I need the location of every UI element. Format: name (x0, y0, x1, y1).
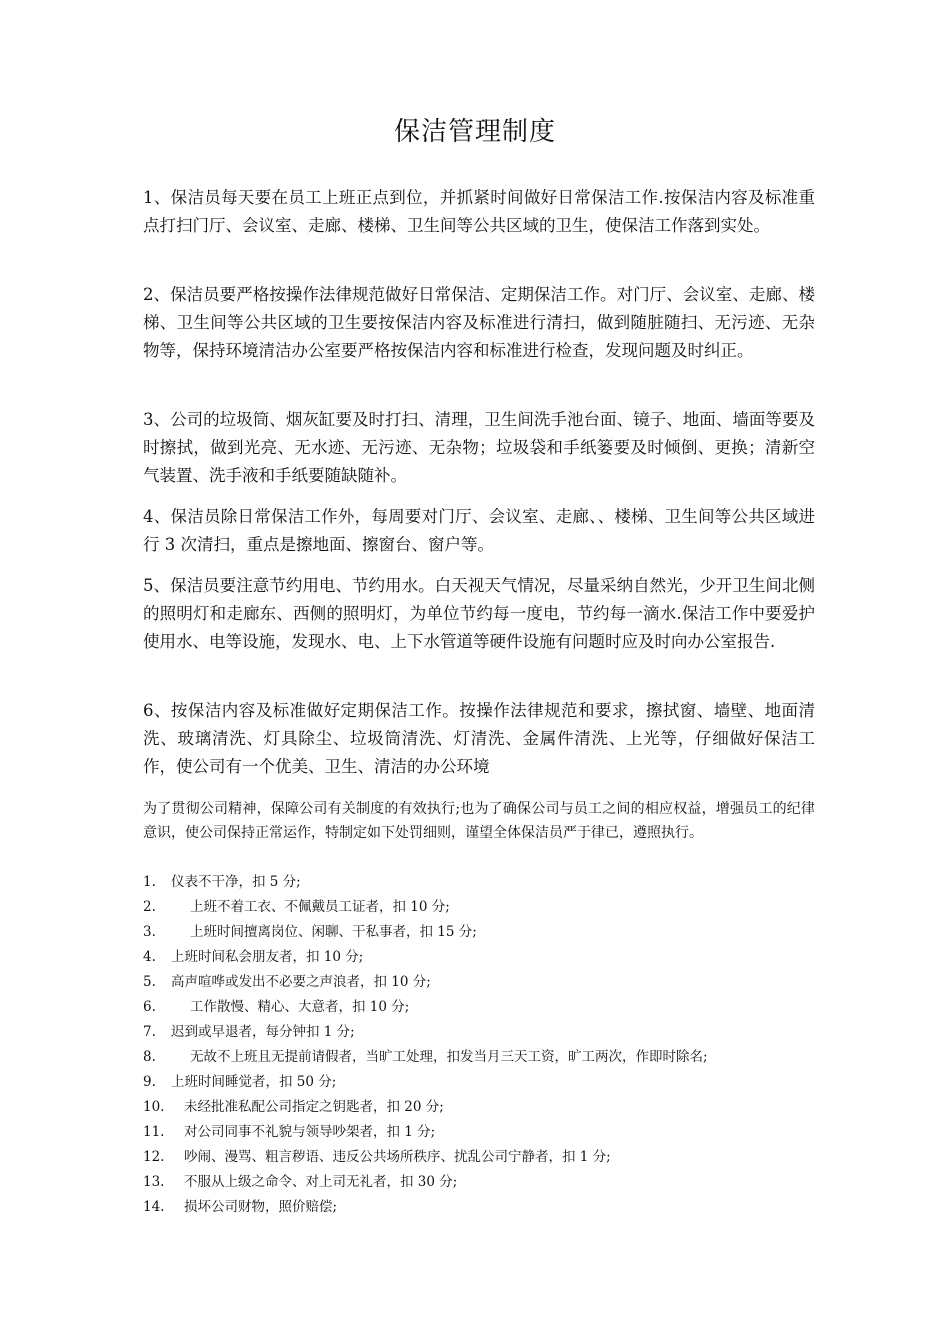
paragraph-1: 1、保洁员每天要在员工上班正点到位，并抓紧时间做好日常保洁工作.按保洁内容及标准重点打扫门厅、会议室、走廊、楼梯、卫生间等公共区域的卫生，使保洁工作落到实处。 (143, 188, 815, 235)
paragraph-6: 6、按保洁内容及标准做好定期保洁工作。按操作法律规范和要求，擦拭窗、墙壁、地面清洗、玻璃清洗、灯具除尘、垃圾筒清洗、灯清洗、金属件清洗、上光等，仔细做好保洁工作，使公司有一个优美、卫生、清洁的办公环境 (143, 701, 815, 776)
item-text: 不服从上级之命令、对上司无礼者，扣 30 分; (184, 1174, 458, 1190)
item-number: 2. (143, 899, 156, 915)
list-item (143, 870, 823, 895)
item-number: 8. (143, 1049, 156, 1065)
paragraph-5: 5、保洁员要注意节约用电、节约用水。白天视天气情况，尽量采纳自然光，少开卫生间北侧的照明灯和走廊东、西侧的照明灯，为单位节约每一度电，节约每一滴水.保洁工作中要爱护使用水、电等设施，发现水、电、上下水管道等硬件设施有问题时应及时向办公室报告. (143, 576, 815, 651)
penalty-list (143, 870, 823, 1220)
item-text: 上班时间私会朋友者，扣 10 分; (171, 949, 364, 965)
item-text: 高声喧哗或发出不必要之声浪者，扣 10 分; (171, 974, 431, 990)
item-text: 上班不着工衣、不佩戴员工证者，扣 10 分; (190, 899, 450, 915)
list-item (143, 945, 823, 970)
item-text: 工作散慢、精心、大意者，扣 10 分; (190, 999, 410, 1015)
list-item (143, 895, 823, 920)
list-item (143, 1120, 823, 1145)
list-item (143, 1045, 823, 1070)
list-item (143, 970, 823, 995)
paragraph-3: 3、公司的垃圾筒、烟灰缸要及时打扫、清理，卫生间洗手池台面、镜子、地面、墙面等要及时擦拭，做到光亮、无水迹、无污迹、无杂物；垃圾袋和手纸篓要及时倾倒、更换；清新空气装置、洗手液和手纸要随缺随补。 (143, 410, 815, 485)
list-item (143, 1020, 823, 1045)
item-number: 9. (143, 1074, 156, 1090)
paragraph-2: 2、保洁员要严格按操作法律规范做好日常保洁、定期保洁工作。对门厅、会议室、走廊、楼梯、卫生间等公共区域的卫生要按保洁内容及标准进行清扫，做到随脏随扫、无污迹、无杂物等，保持环境清洁办公室要严格按保洁内容和标准进行检查，发现问题及时纠正。 (143, 285, 815, 360)
penalty-intro: 为了贯彻公司精神，保障公司有关制度的有效执行;也为了确保公司与员工之间的相应权益，增强员工的纪律意识，使公司保持正常运作，特制定如下处罚细则，谨望全体保洁员严于律已，遵照执行。 (143, 801, 815, 841)
page-title: 保洁管理制度 (393, 117, 556, 147)
item-number: 10. (143, 1099, 165, 1115)
item-text: 迟到或早退者，每分钟扣 1 分; (171, 1024, 355, 1040)
item-number: 3. (143, 924, 156, 940)
item-number: 6. (143, 999, 156, 1015)
list-item (143, 1170, 823, 1195)
list-item (143, 1070, 823, 1095)
item-number: 12. (143, 1149, 165, 1165)
list-item (143, 1195, 823, 1220)
item-number: 11. (143, 1124, 165, 1140)
item-text: 对公司同事不礼貌与领导吵架者，扣 1 分; (184, 1124, 436, 1140)
item-text: 上班时间擅离岗位、闲聊、干私事者，扣 15 分; (190, 924, 477, 940)
item-text: 未经批准私配公司指定之钥匙者，扣 20 分; (184, 1099, 444, 1115)
item-number: 4. (143, 949, 156, 965)
item-text: 无故不上班且无提前请假者，当旷工处理，扣发当月三天工资，旷工两次，作即时除名; (190, 1049, 708, 1065)
item-text: 吵闹、漫骂、粗言秽语、违反公共场所秩序、扰乱公司宁静者，扣 1 分; (184, 1149, 611, 1165)
item-text: 损坏公司财物，照价赔偿; (184, 1199, 338, 1215)
item-text: 上班时间睡觉者，扣 50 分; (171, 1074, 337, 1090)
list-item (143, 920, 823, 945)
item-number: 1. (143, 874, 156, 890)
item-number: 5. (143, 974, 156, 990)
paragraph-4: 4、保洁员除日常保洁工作外，每周要对门厅、会议室、走廊、、楼梯、卫生间等公共区域进行 3 次清扫，重点是擦地面、擦窗台、窗户等。 (143, 507, 815, 554)
list-item (143, 995, 823, 1020)
item-number: 13. (143, 1174, 165, 1190)
list-item (143, 1145, 823, 1170)
list-item (143, 1095, 823, 1120)
item-number: 14. (143, 1199, 165, 1215)
item-text: 仪表不干净，扣 5 分; (171, 874, 301, 890)
item-number: 7. (143, 1024, 156, 1040)
